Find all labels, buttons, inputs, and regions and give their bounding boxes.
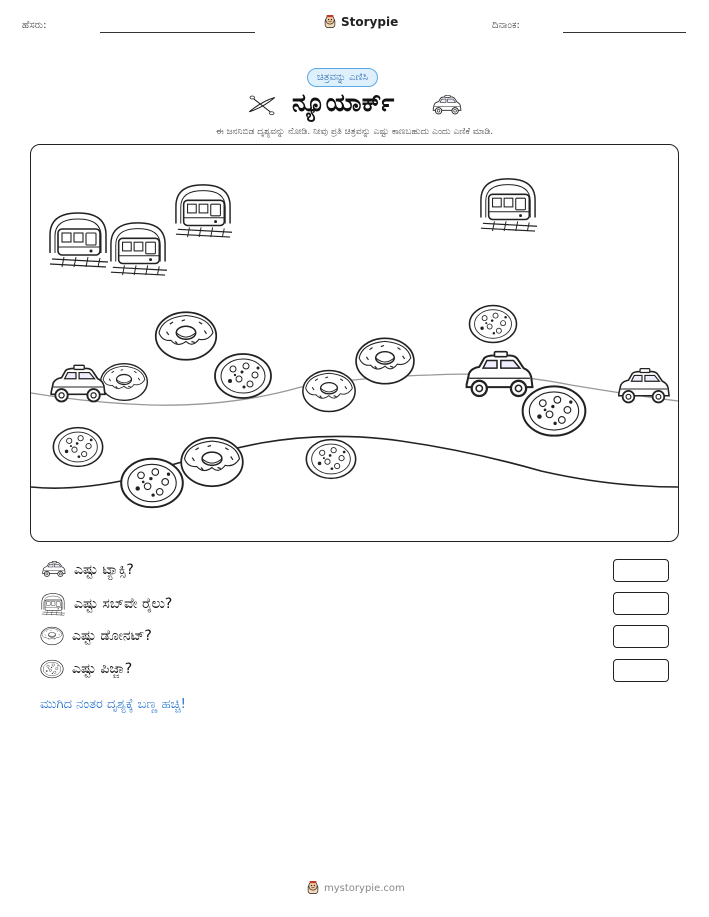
name-label: ಹೆಸರು: bbox=[22, 20, 47, 31]
activity-pill: ಚಿತ್ರವನ್ನು ಎಣಿಸಿ bbox=[307, 68, 378, 87]
donut-icon bbox=[181, 438, 243, 486]
pizza-icon bbox=[121, 459, 183, 507]
subway-train-icon bbox=[50, 213, 108, 267]
answer-box-pizza[interactable] bbox=[613, 659, 669, 682]
pizza-icon bbox=[53, 428, 102, 467]
question-text: ಎಷ್ಟು ಪಿಜ್ಜಾ? bbox=[72, 661, 133, 677]
pizza-icon bbox=[40, 659, 64, 679]
donut-icon bbox=[40, 626, 64, 646]
question-text: ಎಷ್ಟು ಟ್ಯಾಕ್ಸಿ? bbox=[74, 562, 134, 578]
answer-box-donut[interactable] bbox=[613, 625, 669, 648]
coloring-note: ಮುಗಿದ ನಂತರ ದೃಶ್ಯಕ್ಕೆ ಬಣ್ಣ ಹಚ್ಚಿ! bbox=[40, 697, 186, 712]
donut-icon bbox=[101, 364, 148, 401]
storypie-mascot-icon bbox=[306, 880, 320, 896]
kayak-icon bbox=[247, 93, 277, 117]
donut-icon bbox=[156, 312, 216, 360]
question-text: ಎಷ್ಟು ಡೋನಟ್? bbox=[72, 628, 152, 644]
question-row-subway bbox=[40, 592, 172, 616]
instruction-text: ಈ ಜನನಿಬಿಡ ದೃಶ್ಯವನ್ನು ನೋಡಿ. ನೀವು ಪ್ರತಿ ಚಿತ್ರವನ್ನು ಎಷ್ಟು ಕಾಣಬಹುದು ಎಂದು ಎಣಿಕೆ ಮಾಡಿ. bbox=[215, 127, 494, 137]
answer-box-subway[interactable] bbox=[613, 592, 669, 615]
storypie-mascot-icon bbox=[323, 14, 337, 30]
footer-url bbox=[306, 880, 405, 896]
subway-icon bbox=[40, 592, 66, 616]
pizza-icon bbox=[215, 354, 271, 398]
subway-train-icon bbox=[481, 179, 537, 231]
subway-train-icon bbox=[176, 185, 232, 237]
question-text: ಎಷ್ಟು ಸಬ್‌ವೇ ರೈಲು? bbox=[74, 596, 173, 612]
question-row-taxi bbox=[40, 560, 134, 580]
pizza-icon bbox=[469, 306, 516, 343]
brand-name: Storypie bbox=[341, 15, 399, 29]
scene-drawing bbox=[31, 145, 678, 541]
footer-url-text: mystorypie.com bbox=[324, 882, 405, 894]
date-line[interactable] bbox=[563, 32, 686, 33]
question-row-pizza bbox=[40, 659, 132, 679]
subway-train-icon bbox=[111, 223, 167, 275]
pizza-icon bbox=[523, 386, 586, 435]
page-title: ನ್ಯೂಯಾರ್ಕ್ bbox=[292, 88, 395, 117]
taxi-icon bbox=[40, 560, 66, 580]
donut-icon bbox=[356, 338, 414, 383]
taxi-title-icon bbox=[430, 95, 462, 117]
answer-box-taxi[interactable] bbox=[613, 559, 669, 582]
taxi-icon bbox=[467, 352, 533, 396]
count-scene bbox=[30, 144, 679, 542]
brand-logo bbox=[323, 14, 398, 30]
taxi-icon bbox=[619, 369, 669, 403]
pizza-icon bbox=[306, 440, 355, 479]
name-line[interactable] bbox=[100, 32, 255, 33]
taxi-icon bbox=[51, 365, 105, 401]
date-label: ದಿನಾಂಕ: bbox=[492, 20, 520, 31]
donut-icon bbox=[303, 370, 355, 411]
question-row-donut bbox=[40, 626, 152, 646]
